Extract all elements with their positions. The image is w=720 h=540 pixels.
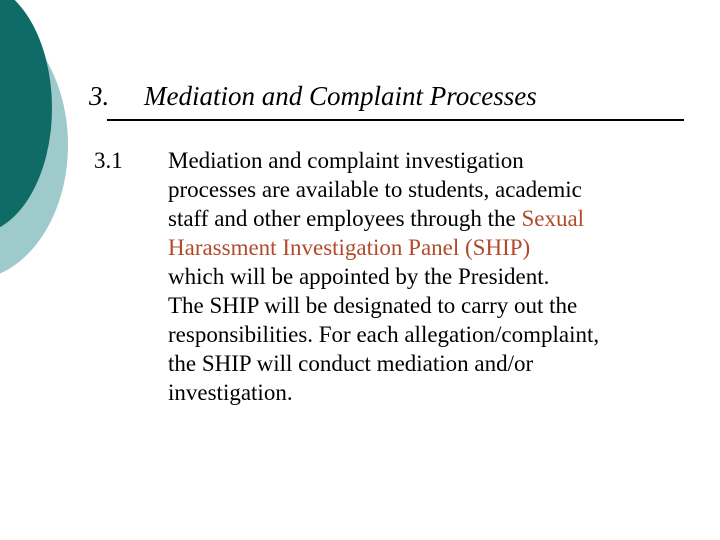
- line-text: responsibilities. For each allegation/complaint,: [168, 322, 600, 347]
- body-line: [168, 378, 708, 407]
- line-text: The SHIP will be designated to carry out the: [168, 293, 578, 318]
- line-highlight: Sexual: [521, 206, 585, 231]
- slide-title: Mediation and Complaint Processes: [144, 81, 537, 111]
- title-number: 3.: [89, 81, 110, 111]
- section-number: 3.1: [94, 148, 123, 173]
- body-line: [168, 233, 708, 262]
- line-text: staff and other employees through the: [168, 206, 522, 231]
- body-line: [168, 262, 708, 291]
- line-text: investigation.: [168, 380, 293, 405]
- line-text: the SHIP will conduct mediation and/or: [168, 351, 534, 376]
- body-line: [168, 175, 708, 204]
- line-text: Mediation and complaint investigation: [168, 148, 524, 173]
- body-line: [168, 204, 708, 233]
- body-line: [168, 146, 708, 175]
- body-line: [168, 320, 708, 349]
- title-underline: [107, 119, 684, 121]
- line-text: processes are available to students, academic: [168, 177, 582, 202]
- body-line: [168, 291, 708, 320]
- body-line: [168, 349, 708, 378]
- line-highlight: Harassment Investigation Panel (SHIP): [168, 235, 531, 260]
- line-text: which will be appointed by the President.: [168, 264, 550, 289]
- section-body: [168, 146, 708, 407]
- corner-decoration: [0, 0, 80, 300]
